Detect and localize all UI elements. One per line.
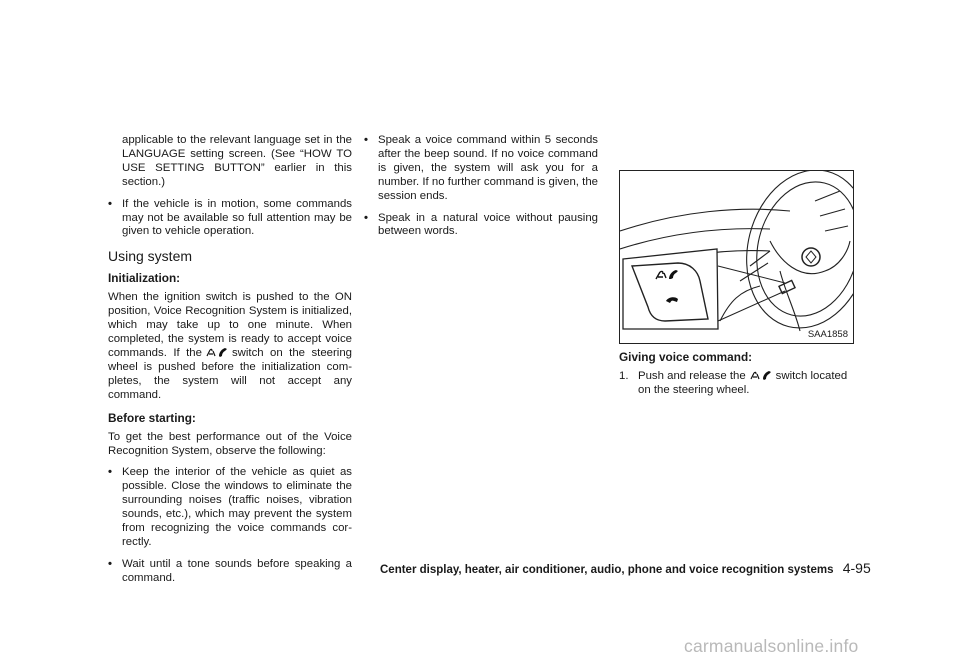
- continued-paragraph: applicable to the relevant language set in the LANGUAGE setting screen. (See “HOW TO USE SETTING BUTTON” earlier in this section.): [122, 134, 352, 188]
- step-number: 1.: [619, 370, 629, 382]
- bullet-dot: •: [108, 466, 112, 479]
- step-text-b: switch located on the steering wheel.: [638, 370, 848, 396]
- bullet-dot: •: [108, 557, 112, 570]
- bullet-text: If the vehicle is in motion, some commands may not be available so full attention may be given to vehicle operation.: [122, 197, 352, 238]
- middle-column: [364, 134, 598, 247]
- watermark-text: carmanualsonline.info: [684, 636, 859, 656]
- section-heading-using-system: Using system: [108, 248, 193, 265]
- bullet-natural-voice: [364, 212, 598, 240]
- bullet-dot: •: [364, 134, 368, 146]
- bullet-text: Wait until a tone sounds before speaking a command.: [122, 557, 352, 584]
- right-column: [619, 350, 853, 398]
- bullet-dot: •: [364, 211, 368, 224]
- figure-code: SAA1858: [807, 329, 848, 340]
- voice-phone-switch-icon: [206, 347, 228, 358]
- step-1: [619, 370, 853, 398]
- init-text-b: switch on the steering wheel is pushed before the initialization com-pletes, the system will not accept any command.: [108, 346, 352, 401]
- bullet-keep-quiet: [108, 466, 352, 549]
- steering-wheel-drawing: [620, 171, 853, 343]
- bullet-vehicle-motion: [108, 198, 352, 240]
- before-starting-paragraph: To get the best performance out of the Voice Recognition System, observe the following:: [108, 430, 352, 457]
- bullet-text: Keep the interior of the vehicle as quiet as possible. Close the windows to eliminate the surrounding noises (traffic noises, vibration sounds, etc.), which may prevent the system from recognizing the voice commands cor-rectly.: [122, 466, 352, 548]
- page-number: 4-95: [842, 560, 871, 576]
- bullet-dot: •: [108, 197, 112, 210]
- steering-wheel-illustration: [619, 170, 854, 344]
- initialization-paragraph: [108, 291, 352, 402]
- bullet-text: Speak in a natural voice without pausing between words.: [378, 211, 598, 238]
- heading-initialization: Initialization:: [108, 271, 181, 286]
- footer-title: Center display, heater, air conditioner, audio, phone and voice recognition systems: [380, 564, 834, 576]
- bullet-wait-tone: [108, 558, 352, 586]
- step-text-a: Push and release the: [638, 370, 746, 382]
- bullet-speak-within: [364, 134, 598, 204]
- heading-giving-voice-command: Giving voice command:: [619, 350, 753, 364]
- voice-phone-switch-icon: [750, 370, 772, 381]
- left-column: [108, 134, 352, 594]
- bullet-text: Speak a voice command within 5 seconds after the beep sound. If no voice command is given, the system will ask you for a number. If no further command is given, the session ends.: [378, 134, 598, 202]
- heading-before-starting: Before starting:: [108, 410, 196, 425]
- page-footer: [380, 560, 871, 576]
- init-text-a: When the ignition switch is pushed to the ON position, Voice Recognition System is initialized, which may take up to one minute. When completed, the system is ready to accept voice commands. If the: [108, 291, 352, 359]
